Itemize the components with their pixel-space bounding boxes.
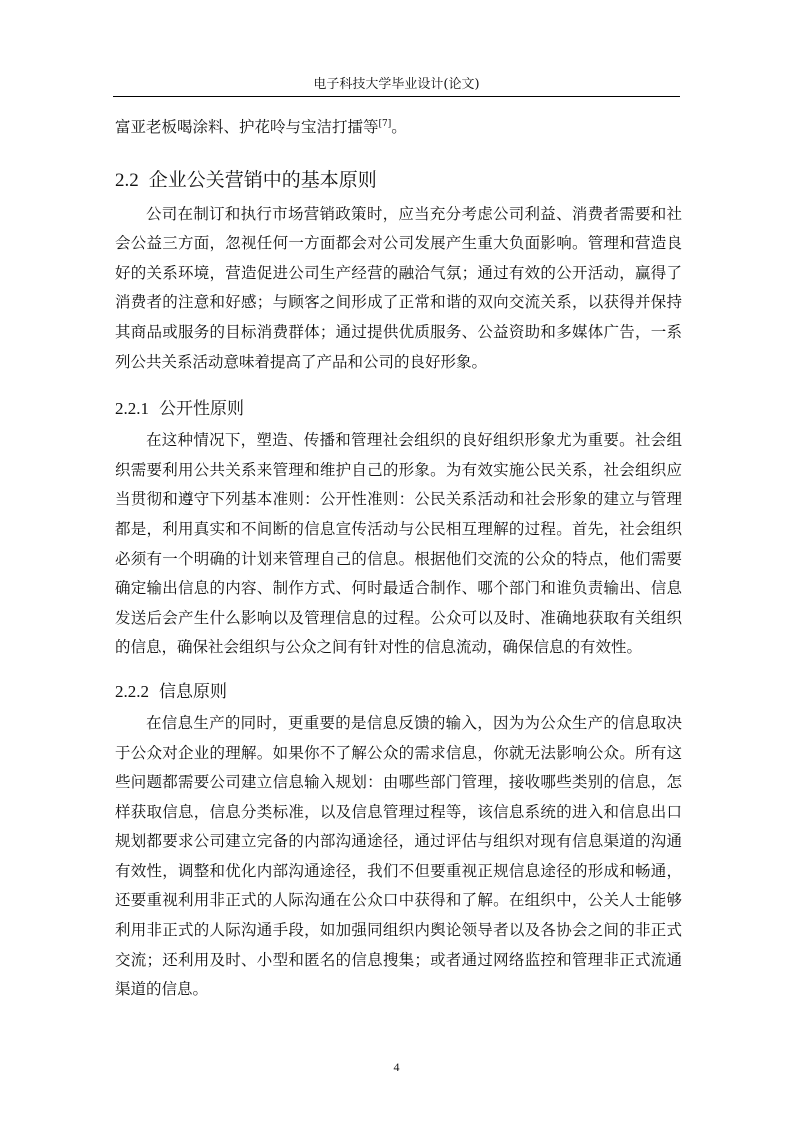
- section-number: 2.2: [115, 169, 139, 191]
- intro-paragraph: [115, 113, 682, 143]
- heading-2-2-1: [115, 397, 682, 421]
- paragraph-2-2-2: 在信息生产的同时，更重要的是信息反馈的输入，因为为公众生产的信息取决于公众对企业的理解。如果你不了解公众的需求信息，你就无法影响公众。所有这些问题都需要公司建立信息输入规划：由哪些部门管理，接收哪些类别的信息，怎样获取信息，信息分类标准，以及信息管理过程等，该信息系统的进入和信息出口规划都要求公司建立完备的内部沟通途径，通过评估与组织对现有信息渠道的沟通有效性，调整和优化内部沟通途径，我们不但要重视正规信息途径的形成和畅通，还要重视利用非正式的人际沟通在公众口中获得和了解。在组织中，公关人士能够利用非正式的人际沟通手段，如加强同组织内舆论领导者以及各协会之间的非正式交流；还利用及时、小型和匿名的信息搜集；或者通过网络监控和管理非正式流通渠道的信息。: [115, 713, 682, 999]
- intro-text: 富亚老板喝涂料、护花呤与宝洁打擂等: [115, 118, 379, 136]
- section-number: 2.2.1: [115, 399, 149, 419]
- page-number: 4: [393, 1060, 400, 1074]
- section-title: 信息原则: [159, 681, 227, 702]
- paragraph-2-2: 公司在制订和执行市场营销政策时，应当充分考虑公司利益、消费者需要和社会公益三方面，忽视任何一方面都会对公司发展产生重大负面影响。管理和营造良好的关系环境，营造促进公司生产经营的融洽气氛；通过有效的公开活动，赢得了消费者的注意和好感；与顾客之间形成了正常和谐的双向交流关系，以获得并保持其商品或服务的目标消费群体；通过提供优质服务、公益资助和多媒体广告，一系列公共关系活动意味着提高了产品和公司的良好形象。: [115, 204, 682, 371]
- section-title: 企业公关营销中的基本原则: [148, 168, 377, 191]
- page-body: [115, 113, 682, 1005]
- running-header: 电子科技大学毕业设计(论文): [313, 77, 480, 92]
- intro-tail: 。: [391, 118, 407, 136]
- header-rule: [113, 96, 680, 97]
- citation: [7]: [378, 118, 392, 129]
- heading-2-2-2: [115, 680, 682, 704]
- paragraph-2-2-1: 在这种情况下，塑造、传播和管理社会组织的良好组织形象尤为重要。社会组织需要利用公共关系来管理和维护自己的形象。为有效实施公民关系，社会组织应当贯彻和遵守下列基本准则：公开性准则：公民关系活动和社会形象的建立与管理都是，利用真实和不间断的信息宣传活动与公民相互理解的过程。首先，社会组织必须有一个明确的计划来管理自己的信息。根据他们交流的公众的特点，他们需要确定输出信息的内容、制作方式、何时最适合制作、哪个部门和谁负责输出、信息发送后会产生什么影响以及管理信息的过程。公众可以及时、准确地获取有关组织的信息，确保社会组织与公众之间有针对性的信息流动，确保信息的有效性。: [115, 431, 682, 657]
- section-number: 2.2.2: [115, 681, 149, 701]
- heading-2-2: [115, 167, 682, 194]
- section-title: 公开性原则: [159, 399, 244, 420]
